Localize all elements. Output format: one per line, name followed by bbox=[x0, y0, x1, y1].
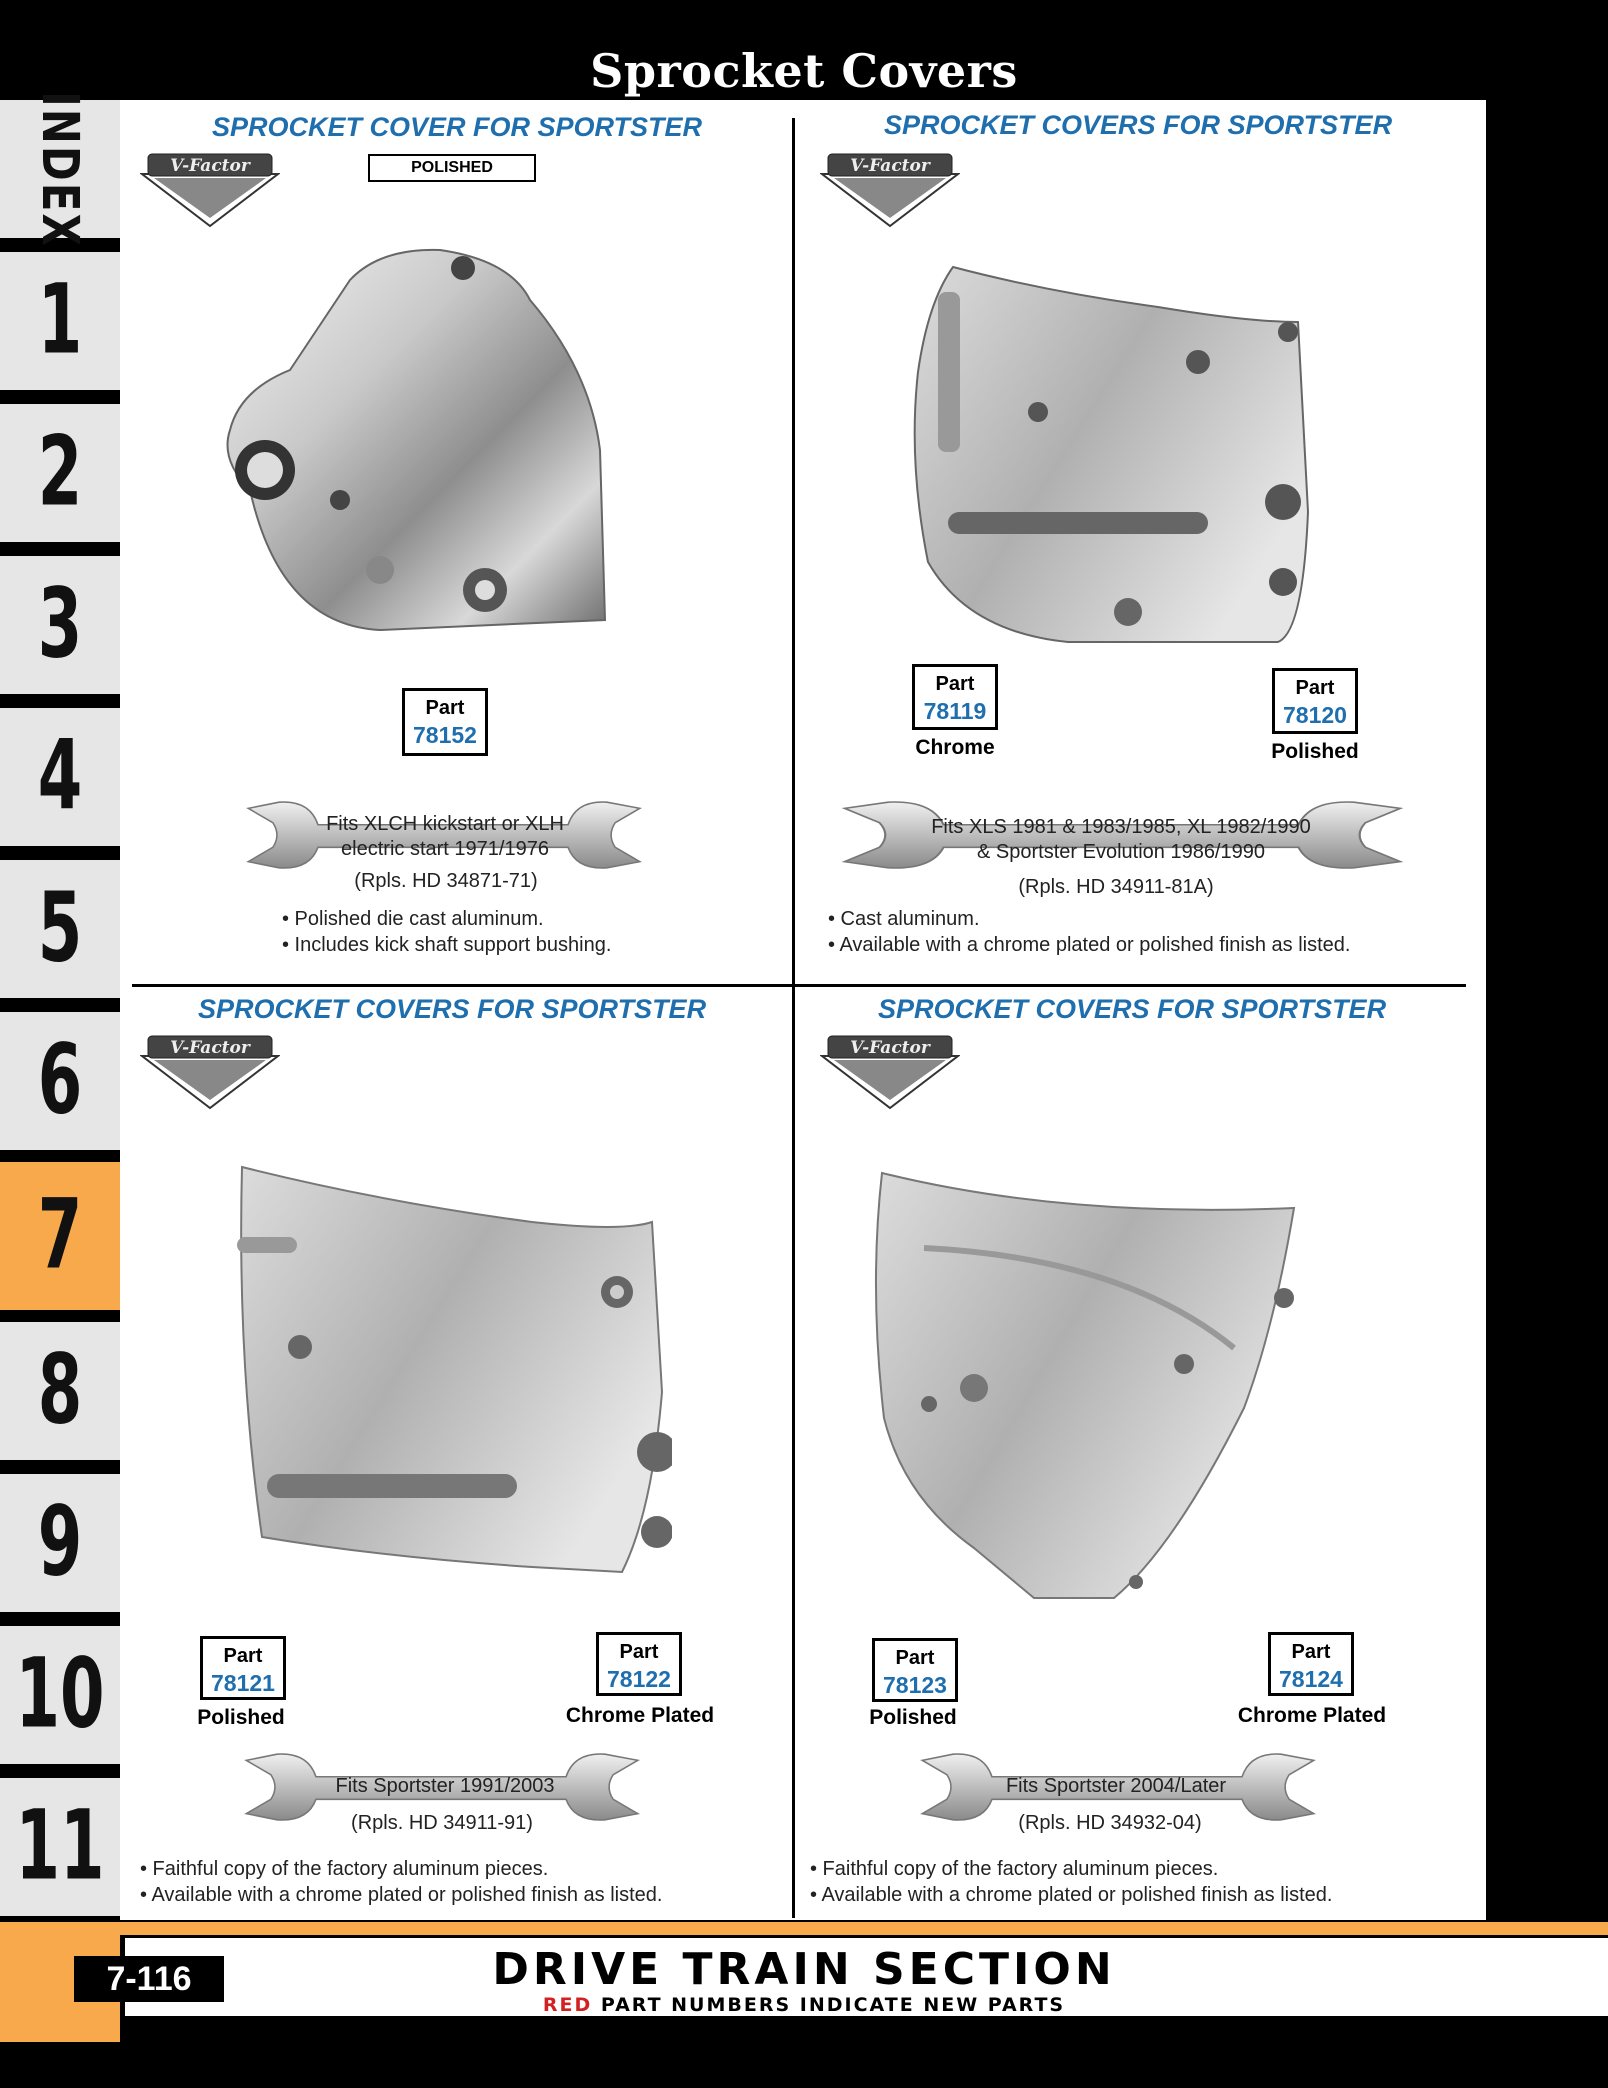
tab-10[interactable] bbox=[0, 1626, 120, 1764]
footer-note-rest: PART NUMBERS INDICATE NEW PARTS bbox=[600, 1994, 1066, 2016]
part-number: 78120 bbox=[1283, 702, 1347, 728]
feature-item: • Faithful copy of the factory aluminum pieces. bbox=[140, 1858, 549, 1880]
replaces-text: (Rpls. HD 34932-04) bbox=[1018, 1812, 1202, 1834]
v-factor-logo bbox=[140, 1034, 280, 1112]
tab-label: 1 bbox=[37, 265, 83, 377]
page-title: Sprocket Covers bbox=[590, 44, 1018, 98]
fitment-text: Fits Sportster 1991/2003 bbox=[335, 1775, 555, 1797]
part-label: Part bbox=[425, 697, 465, 719]
finish-label: Polished bbox=[869, 1706, 957, 1729]
finish-label: Chrome Plated bbox=[1237, 1704, 1387, 1727]
feature-item: • Polished die cast aluminum. bbox=[282, 908, 544, 930]
tab-4[interactable] bbox=[0, 708, 120, 846]
tab-7[interactable] bbox=[0, 1152, 120, 1320]
feature-item: • Available with a chrome plated or polished finish as listed. bbox=[828, 934, 1351, 956]
finish-label: Polished bbox=[197, 1706, 285, 1729]
sprocket-cover-photo bbox=[864, 1168, 1304, 1608]
part-box bbox=[872, 1638, 958, 1702]
part-number: 78152 bbox=[413, 722, 477, 748]
part-number: 78122 bbox=[607, 1666, 671, 1692]
feature-list bbox=[140, 1856, 662, 1908]
part-number: 78119 bbox=[923, 698, 987, 724]
tab-label: 5 bbox=[37, 873, 83, 985]
feature-item: • Includes kick shaft support bushing. bbox=[282, 934, 612, 956]
footer-note-red: RED bbox=[542, 1994, 593, 2016]
tab-index[interactable] bbox=[0, 90, 120, 248]
footer-section-title: DRIVE TRAIN SECTION bbox=[492, 1944, 1116, 1995]
replaces-text: (Rpls. HD 34871-71) bbox=[354, 870, 538, 892]
tab-label: 7 bbox=[37, 1180, 83, 1292]
tab-label: 11 bbox=[15, 1791, 105, 1903]
feature-item: • Available with a chrome plated or polished finish as listed. bbox=[140, 1884, 663, 1906]
replaces-text: (Rpls. HD 34911-91) bbox=[351, 1812, 533, 1834]
part-number: 78124 bbox=[1279, 1666, 1343, 1692]
finish-label: Chrome bbox=[915, 736, 995, 759]
tab-3[interactable] bbox=[0, 556, 120, 694]
feature-list bbox=[828, 906, 1350, 958]
replaces-text: (Rpls. HD 34911-81A) bbox=[1018, 876, 1214, 898]
part-box bbox=[596, 1632, 682, 1696]
part-label: Part bbox=[619, 1641, 659, 1663]
fitment-line: Fits XLS 1981 & 1983/1985, XL 1982/1990 bbox=[931, 816, 1311, 838]
section-title: SPROCKET COVER FOR SPORTSTER bbox=[212, 112, 703, 142]
v-factor-logo bbox=[820, 152, 960, 230]
finish-label: Chrome Plated bbox=[565, 1704, 715, 1727]
part-box bbox=[1268, 1632, 1354, 1696]
part-label: Part bbox=[223, 1645, 263, 1667]
part-label: Part bbox=[1291, 1641, 1331, 1663]
finish-tag: POLISHED bbox=[368, 154, 536, 182]
page-number: 7-116 bbox=[74, 1956, 224, 2002]
column-divider bbox=[792, 118, 795, 1918]
part-box bbox=[1272, 668, 1358, 734]
sprocket-cover-photo bbox=[232, 1162, 672, 1582]
part-box bbox=[200, 1636, 286, 1700]
tab-6[interactable] bbox=[0, 1012, 120, 1150]
section-title: SPROCKET COVERS FOR SPORTSTER bbox=[878, 994, 1387, 1024]
section-title: SPROCKET COVERS FOR SPORTSTER bbox=[198, 994, 707, 1024]
part-number: 78123 bbox=[883, 1672, 947, 1698]
footer-accent-bar bbox=[0, 1922, 1608, 1935]
tab-1[interactable] bbox=[0, 252, 120, 390]
fitment-text bbox=[886, 815, 1356, 865]
tab-label: 4 bbox=[37, 721, 83, 833]
tab-label: 2 bbox=[37, 417, 83, 529]
sprocket-cover-photo bbox=[210, 240, 610, 640]
v-factor-logo bbox=[820, 1034, 960, 1112]
part-label: Part bbox=[1295, 677, 1335, 699]
tab-label: 8 bbox=[37, 1335, 83, 1447]
tab-9[interactable] bbox=[0, 1474, 120, 1612]
fitment-line: & Sportster Evolution 1986/1990 bbox=[977, 841, 1265, 863]
part-label: Part bbox=[935, 673, 975, 695]
tab-label: 9 bbox=[37, 1487, 83, 1599]
tab-label: INDEX bbox=[30, 90, 90, 248]
feature-item: • Cast aluminum. bbox=[828, 908, 980, 930]
feature-item: • Faithful copy of the factory aluminum pieces. bbox=[810, 1858, 1219, 1880]
feature-list bbox=[282, 906, 611, 958]
row-divider bbox=[132, 984, 1466, 987]
feature-list bbox=[810, 1856, 1332, 1908]
tab-2[interactable] bbox=[0, 404, 120, 542]
finish-label: Polished bbox=[1271, 740, 1359, 763]
tab-label: 10 bbox=[15, 1639, 105, 1751]
footer-note bbox=[0, 1994, 1608, 2016]
part-number: 78121 bbox=[211, 1670, 275, 1696]
part-label: Part bbox=[895, 1647, 935, 1669]
fitment-text: Fits Sportster 2004/Later bbox=[1005, 1775, 1227, 1797]
tab-8[interactable] bbox=[0, 1322, 120, 1460]
part-box bbox=[912, 664, 998, 730]
fitment-text: Fits XLCH kickstart or XLH electric start 1971/1976 bbox=[326, 813, 564, 860]
tab-11[interactable] bbox=[0, 1778, 120, 1916]
sprocket-cover-photo bbox=[908, 262, 1318, 652]
feature-item: • Available with a chrome plated or polished finish as listed. bbox=[810, 1884, 1333, 1906]
v-factor-logo bbox=[140, 152, 280, 230]
section-title: SPROCKET COVERS FOR SPORTSTER bbox=[884, 110, 1393, 140]
part-box bbox=[402, 688, 488, 756]
tab-label: 3 bbox=[37, 569, 83, 681]
tab-5[interactable] bbox=[0, 860, 120, 998]
tab-label: 6 bbox=[37, 1025, 83, 1137]
